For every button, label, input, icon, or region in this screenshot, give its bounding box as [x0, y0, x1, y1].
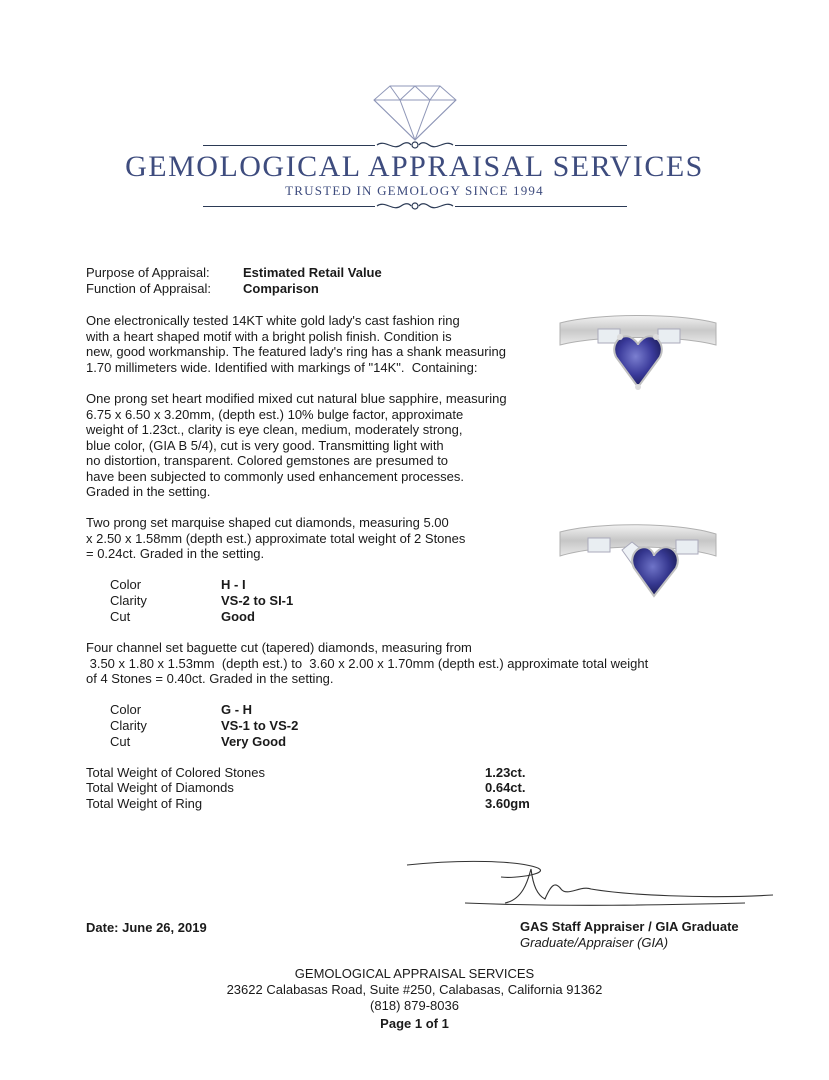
marquise-spec-color-value: H - I — [221, 577, 246, 592]
marquise-spec-clarity-value: VS-2 to SI-1 — [221, 593, 294, 608]
total-diamonds-label: Total Weight of Diamonds — [86, 780, 234, 795]
diamond-logo-icon — [372, 82, 458, 144]
purpose-value: Estimated Retail Value — [243, 265, 382, 280]
page-number: Page 1 of 1 — [380, 1016, 449, 1031]
header-rule-bottom-left — [203, 206, 375, 207]
brand-name: GEMOLOGICAL APPRAISAL SERVICES — [125, 150, 704, 183]
ring-photo-front — [558, 305, 718, 395]
signature-subtitle: Graduate/Appraiser (GIA) — [520, 935, 669, 950]
baguette-spec-color-label: Color — [110, 702, 142, 717]
sapphire-description: One prong set heart modified mixed cut natural blue sapphire, measuring 6.75 x 6.50 x 3.20mm, (depth est.) 10% bulge factor, approximate weight of 1.23ct., clarity is eye clean, medium, moderately strong, blue color, (GIA B 5/4), cut is very good. Transmitting light with no distortion, transparent. Colored gemstones are presumed to have been subjected to commonly used enhancement processes. Graded in the setting. — [86, 391, 507, 499]
function-value: Comparison — [243, 281, 319, 296]
purpose-label: Purpose of Appraisal: — [86, 265, 210, 280]
footer-address: 23622 Calabasas Road, Suite #250, Calabasas, California 91362 — [226, 982, 603, 997]
ring-photo-angle — [558, 512, 718, 602]
total-colored-stones-label: Total Weight of Colored Stones — [86, 765, 265, 780]
signature-graphic — [405, 855, 775, 915]
total-ring-label: Total Weight of Ring — [86, 796, 203, 811]
marquise-description: Two prong set marquise shaped cut diamonds, measuring 5.00 x 2.50 x 1.58mm (depth est.) approximate total weight of 2 Stones = 0.24ct. Graded in the setting. — [86, 515, 466, 561]
baguette-spec-color-value: G - H — [221, 702, 253, 717]
marquise-spec-color-label: Color — [110, 577, 142, 592]
header-rule-bottom-right — [455, 206, 627, 207]
total-ring-value: 3.60gm — [485, 796, 530, 811]
footer-phone: (818) 879-8036 — [370, 998, 459, 1013]
baguette-spec-cut-label: Cut — [110, 734, 131, 749]
total-colored-stones-value: 1.23ct. — [485, 765, 526, 780]
signature-title: GAS Staff Appraiser / GIA Graduate — [520, 919, 739, 934]
footer-company: GEMOLOGICAL APPRAISAL SERVICES — [294, 966, 535, 981]
marquise-spec-cut-label: Cut — [110, 609, 131, 624]
brand-tagline: TRUSTED IN GEMOLOGY SINCE 1994 — [285, 183, 544, 198]
header-rule-top-right — [455, 145, 627, 146]
function-label: Function of Appraisal: — [86, 281, 212, 296]
header-rule-top-left — [203, 145, 375, 146]
total-diamonds-value: 0.64ct. — [485, 780, 526, 795]
baguette-spec-cut-value: Very Good — [221, 734, 287, 749]
appraisal-date: Date: June 26, 2019 — [86, 920, 207, 935]
ring-description: One electronically tested 14KT white gold lady's cast fashion ring with a heart shaped motif with a bright polish finish. Condition is new, good workmanship. The featured lady's ring has a shank measuring 1.70 millimeters wide. Identified with markings of "14K". Containing: — [86, 313, 506, 375]
baguette-spec-clarity-label: Clarity — [110, 718, 147, 733]
baguette-spec-clarity-value: VS-1 to VS-2 — [221, 718, 299, 733]
marquise-spec-clarity-label: Clarity — [110, 593, 147, 608]
baguette-description: Four channel set baguette cut (tapered) diamonds, measuring from 3.50 x 1.80 x 1.53mm (depth est.) to 3.60 x 2.00 x 1.70mm (depth est.) approximate total weight of 4 Stones = 0.40ct. Graded in the setting. — [86, 640, 649, 686]
marquise-spec-cut-value: Good — [221, 609, 255, 624]
scroll-flourish-icon — [375, 199, 455, 213]
